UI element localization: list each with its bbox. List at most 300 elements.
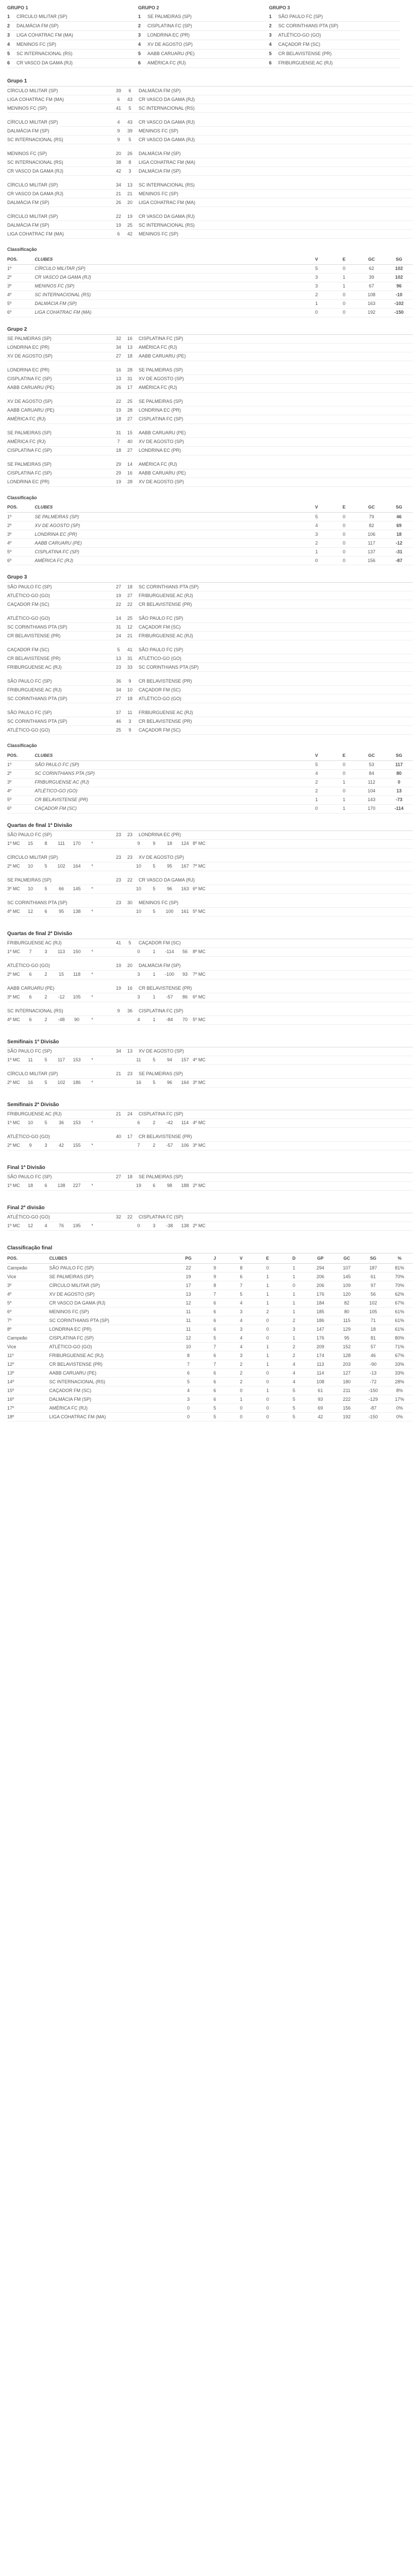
away-team: CR VASCO DA GAMA (RJ)	[139, 877, 195, 883]
match-row	[7, 149, 413, 158]
table-cell: DALMÁCIA FM (SP)	[49, 1395, 175, 1404]
away-score: 28	[127, 367, 132, 373]
table-cell: 57	[360, 1343, 386, 1351]
away-score: 25	[127, 399, 132, 404]
home-team: CÍRCULO MILITAR (SP)	[7, 88, 58, 93]
away-score: 27	[127, 448, 132, 453]
table-row	[7, 778, 413, 787]
away-team: SC INTERNACIONAL (RS)	[139, 182, 195, 188]
table-cell: -150	[360, 1386, 386, 1395]
match-row	[7, 398, 413, 406]
table-cell: 1	[330, 273, 358, 282]
match-row	[7, 623, 413, 632]
home-team: CR VASCO DA GAMA (RJ)	[7, 191, 63, 196]
knockout-section	[7, 1097, 413, 1156]
table-row	[7, 795, 413, 804]
away-score: 41	[127, 647, 132, 652]
stat-cell: -12	[58, 994, 65, 1000]
tie-row	[7, 1173, 413, 1182]
home-team: LIGA COHATRAC FM (MA)	[7, 96, 64, 102]
table-cell: 82	[333, 1299, 360, 1308]
home-score: 34	[115, 182, 121, 188]
seed-label: 1º MC	[7, 1120, 20, 1126]
table-cell: CR VASCO DA GAMA (RJ)	[49, 1299, 175, 1308]
stat-cell: 114	[181, 1120, 189, 1126]
match-row	[7, 127, 413, 135]
away-score: 9	[128, 727, 131, 733]
table-cell: 3	[303, 273, 330, 282]
table-cell: 71	[360, 1316, 386, 1325]
group-team-item	[138, 59, 269, 68]
table-cell: 1	[330, 804, 358, 813]
away-score: 12	[127, 624, 132, 630]
home-team: SÃO PAULO FC (SP)	[7, 709, 52, 715]
stat-cell: -57	[166, 994, 173, 1000]
team-number: 1	[7, 14, 10, 20]
away-score: 36	[127, 1008, 132, 1014]
table-row	[7, 1264, 413, 1273]
home-score: 7	[117, 439, 120, 445]
round-separator	[7, 1150, 413, 1156]
table-cell: 70%	[387, 1273, 413, 1281]
group-section	[7, 73, 413, 317]
table-cell: AABB CARUARU (PE)	[49, 1369, 175, 1378]
stat-cell: 3	[44, 1143, 47, 1148]
table-cell: 3	[303, 282, 330, 291]
section-title: Final 2ª divisão	[7, 1200, 413, 1213]
stat-cell: -48	[58, 1017, 65, 1023]
team-name: ATLÉTICO-GO (GO)	[278, 32, 321, 38]
stat-cell: 4	[44, 1223, 47, 1229]
table-cell: 0	[255, 1334, 281, 1343]
table-cell: 1º	[7, 264, 35, 273]
table-cell: 15º	[7, 1386, 49, 1395]
table-row	[7, 1378, 413, 1386]
table-cell: 0	[255, 1413, 281, 1421]
separator-mark: *	[91, 909, 93, 914]
table-cell: 84	[358, 769, 385, 778]
separator-mark: *	[91, 886, 93, 892]
tie-row	[7, 962, 413, 971]
table-cell: 80	[333, 1308, 360, 1316]
table-cell: 6º	[7, 556, 35, 565]
table-cell: 163	[358, 299, 385, 308]
column-header: GP	[307, 1253, 333, 1264]
table-cell: 108	[358, 291, 385, 299]
table-cell: 0	[255, 1395, 281, 1404]
tie-row	[7, 1047, 413, 1056]
table-cell: 2º	[7, 273, 35, 282]
table-cell: 1	[281, 1264, 307, 1273]
table-cell: 79	[358, 513, 385, 521]
round-separator	[7, 871, 413, 876]
away-score: 3	[128, 168, 131, 174]
table-row	[7, 1334, 413, 1343]
match-row	[7, 230, 413, 239]
table-cell: 6	[201, 1299, 228, 1308]
home-score: 21	[115, 1071, 121, 1077]
match-row	[7, 135, 413, 144]
column-header: V	[228, 1253, 254, 1264]
knockout-section	[7, 1160, 413, 1196]
away-score: 42	[127, 231, 132, 236]
stat-cell: 170	[73, 841, 81, 846]
table-cell: 107	[333, 1264, 360, 1273]
stat-cell: 4	[137, 1017, 140, 1023]
stat-cell: 6	[44, 909, 47, 914]
table-cell: 156	[358, 556, 385, 565]
stat-cell: 19	[136, 1183, 141, 1189]
match-row	[7, 221, 413, 230]
table-cell: 176	[307, 1334, 333, 1343]
home-score: 27	[115, 696, 121, 701]
match-row	[7, 461, 413, 469]
table-cell: 22	[175, 1264, 201, 1273]
away-team: LIGA COHATRAC FM (MA)	[139, 159, 195, 165]
stat-cell: 157	[181, 1057, 189, 1063]
round-separator	[7, 393, 413, 398]
stat-cell: -84	[166, 1017, 173, 1023]
stat-cell: 7	[29, 949, 32, 955]
stat-cell: 145	[73, 886, 81, 892]
home-score: 4	[117, 119, 120, 125]
away-score: 5	[128, 940, 131, 946]
stat-cell: 138	[57, 1183, 65, 1189]
table-row	[7, 1273, 413, 1281]
match-row	[7, 708, 413, 717]
seed-label: 7º MC	[193, 863, 206, 869]
stat-cell: 5	[153, 1057, 156, 1063]
match-row	[7, 438, 413, 447]
stat-cell: 3	[44, 949, 47, 955]
table-cell: 9	[201, 1264, 228, 1273]
table-cell: 9	[201, 1273, 228, 1281]
table-cell: 1	[303, 795, 330, 804]
away-score: 13	[127, 345, 132, 350]
table-cell: 0	[303, 556, 330, 565]
seed-label: 3º MC	[193, 1143, 206, 1148]
classification-title: Classificação	[7, 247, 37, 252]
table-cell: 5	[228, 1290, 254, 1299]
away-score: 10	[127, 687, 132, 692]
table-cell: CÍRCULO MILITAR (SP)	[49, 1281, 175, 1290]
group-team-item	[138, 31, 269, 40]
table-cell: 147	[307, 1325, 333, 1334]
stat-cell: 117	[57, 1057, 65, 1063]
stat-cell: -42	[166, 1120, 173, 1126]
table-cell: 16º	[7, 1395, 49, 1404]
table-cell: CISPLATINA FC (SP)	[49, 1334, 175, 1343]
table-row	[7, 1281, 413, 1290]
section-title: Quartas de final 1ª Divisão	[7, 818, 413, 831]
table-cell: 4	[281, 1360, 307, 1369]
away-score: 43	[127, 96, 132, 102]
group-team-item	[269, 22, 400, 31]
home-team: ATLÉTICO-GO (GO)	[7, 615, 50, 621]
table-cell: LIGA COHATRAC FM (MA)	[49, 1413, 175, 1421]
home-team: CISPLATINA FC (SP)	[7, 376, 52, 382]
team-number: 1	[269, 14, 272, 20]
away-score: 25	[127, 222, 132, 228]
team-number: 4	[138, 42, 141, 47]
stat-cell: 10	[27, 1120, 33, 1126]
group-team-item	[7, 22, 138, 31]
away-team: DALMÁCIA FM (SP)	[139, 168, 181, 174]
stat-cell: 5	[44, 886, 47, 892]
home-team: AABB CARUARU (PE)	[7, 385, 55, 391]
table-cell: Vice	[7, 1343, 49, 1351]
group-team-item	[138, 40, 269, 49]
table-cell: 62	[358, 264, 385, 273]
away-team: CISPLATINA FC (SP)	[139, 416, 183, 422]
tie-row	[7, 831, 413, 840]
away-team: MENINOS FC (SP)	[139, 128, 179, 133]
away-team: CISPLATINA FC (SP)	[139, 336, 183, 342]
table-row	[7, 1299, 413, 1308]
table-cell: 174	[307, 1351, 333, 1360]
tie-row	[7, 1133, 413, 1142]
home-score: 19	[115, 592, 121, 598]
table-cell: 156	[333, 1404, 360, 1413]
home-team: SÃO PAULO FC (SP)	[7, 1048, 52, 1054]
table-cell: 81	[360, 1334, 386, 1343]
team-name: CISPLATINA FC (SP)	[147, 23, 192, 29]
table-cell: SC CORINTHIANS PTA (SP)	[35, 769, 303, 778]
knockout-section	[7, 1034, 413, 1093]
table-cell: 1	[303, 548, 330, 556]
away-score: 9	[128, 678, 131, 684]
home-score: 9	[117, 137, 120, 142]
section-title: Semifinais 2ª Divisão	[7, 1097, 413, 1110]
stat-cell: 1	[153, 1017, 156, 1023]
table-cell: 102	[385, 264, 413, 273]
table-cell: 69	[307, 1404, 333, 1413]
table-cell: 2	[303, 291, 330, 299]
tie-stats-row	[7, 840, 413, 849]
away-score: 18	[127, 1174, 132, 1180]
home-team: MENINOS FC (SP)	[7, 105, 47, 111]
round-separator	[7, 1191, 413, 1196]
stat-cell: 3	[153, 1223, 156, 1229]
match-row	[7, 190, 413, 198]
home-score: 38	[115, 159, 121, 165]
classification-table	[7, 750, 413, 814]
column-header: E	[330, 254, 358, 264]
table-cell: -31	[385, 548, 413, 556]
home-team: CR VASCO DA GAMA (RJ)	[7, 168, 63, 174]
table-cell: 0	[175, 1404, 201, 1413]
stat-cell: 2	[44, 1017, 47, 1023]
table-cell: 6	[228, 1273, 254, 1281]
table-cell: 14º	[7, 1378, 49, 1386]
separator-mark: *	[91, 1183, 93, 1189]
home-team: CÍRCULO MILITAR (SP)	[7, 213, 58, 219]
table-header	[7, 1253, 413, 1264]
table-cell: 0	[330, 521, 358, 530]
table-row	[7, 769, 413, 778]
seed-label: 1º MC	[7, 949, 20, 955]
table-cell: 0	[330, 787, 358, 795]
stat-cell: 5	[44, 1057, 47, 1063]
table-cell: 42	[307, 1413, 333, 1421]
table-cell: MENINOS FC (SP)	[49, 1308, 175, 1316]
match-row	[7, 212, 413, 221]
table-cell: -87	[385, 556, 413, 565]
home-score: 23	[115, 855, 121, 860]
table-cell: 95	[333, 1334, 360, 1343]
table-cell: 1	[281, 1299, 307, 1308]
table-cell: 137	[358, 548, 385, 556]
stat-cell: 227	[73, 1183, 81, 1189]
away-team: XV DE AGOSTO (SP)	[139, 439, 184, 445]
separator-mark: *	[91, 972, 93, 977]
match-row	[7, 677, 413, 686]
table-cell: 5	[201, 1404, 228, 1413]
table-cell: 6	[201, 1351, 228, 1360]
table-cell: -129	[360, 1395, 386, 1404]
table-cell: 17º	[7, 1404, 49, 1413]
home-score: 18	[115, 448, 121, 453]
round-separator	[7, 640, 413, 646]
table-cell: 3	[228, 1351, 254, 1360]
table-cell: 0	[255, 1378, 281, 1386]
table-cell: 5	[281, 1386, 307, 1395]
table-cell: 3	[281, 1325, 307, 1334]
match-row	[7, 478, 413, 487]
home-team: ATLÉTICO-GO (GO)	[7, 1214, 50, 1220]
tie-stats-row	[7, 862, 413, 871]
table-cell: 19	[175, 1273, 201, 1281]
table-cell: 120	[333, 1290, 360, 1299]
round-separator	[7, 1065, 413, 1070]
home-team: SE PALMEIRAS (SP)	[7, 877, 52, 883]
table-cell: 109	[333, 1281, 360, 1290]
stat-cell: 10	[136, 909, 141, 914]
table-cell: 1	[255, 1360, 281, 1369]
away-score: 31	[127, 376, 132, 382]
table-cell: 11	[175, 1308, 201, 1316]
table-cell: 3º	[7, 282, 35, 291]
table-cell: 8	[201, 1281, 228, 1290]
table-cell: 11	[175, 1325, 201, 1334]
table-cell: CR BELAVISTENSE (PR)	[35, 795, 303, 804]
away-score: 39	[127, 128, 132, 133]
table-cell: 3º	[7, 530, 35, 539]
seed-label: 2º MC	[7, 972, 20, 977]
table-cell: 127	[333, 1369, 360, 1378]
home-team: CÍRCULO MILITAR (SP)	[7, 119, 58, 125]
team-number: 3	[269, 32, 272, 38]
table-cell: 1º	[7, 513, 35, 521]
home-score: 40	[115, 1134, 121, 1140]
seed-label: 1º MC	[7, 841, 20, 846]
match-row	[7, 654, 413, 663]
stat-cell: 11	[136, 1057, 141, 1063]
round-separator	[7, 361, 413, 366]
stat-cell: -100	[164, 972, 174, 977]
team-number: 2	[7, 23, 10, 29]
table-cell: 3	[228, 1325, 254, 1334]
away-score: 30	[127, 900, 132, 906]
team-name: CR BELAVISTENSE (PR)	[278, 51, 332, 57]
table-cell: 294	[307, 1264, 333, 1273]
match-row	[7, 447, 413, 455]
group-column	[7, 3, 138, 68]
team-number: 6	[269, 60, 272, 66]
stat-cell: 105	[73, 994, 81, 1000]
stat-cell: 3	[137, 972, 140, 977]
table-cell: 6	[201, 1378, 228, 1386]
table-cell: 1	[255, 1299, 281, 1308]
separator-mark: *	[91, 1017, 93, 1023]
table-cell: 0	[255, 1325, 281, 1334]
home-team: AMÉRICA FC (RJ)	[7, 439, 46, 445]
stat-cell: 138	[73, 909, 81, 914]
table-cell: 102	[360, 1299, 386, 1308]
group-team-item	[269, 49, 400, 59]
stat-cell: 2	[44, 994, 47, 1000]
round-separator	[7, 849, 413, 854]
separator-mark: *	[91, 949, 93, 955]
home-team: ATLÉTICO-GO (GO)	[7, 1134, 50, 1140]
stat-cell: 2	[153, 1143, 156, 1148]
table-cell: MENINOS FC (SP)	[35, 282, 303, 291]
stat-cell: 10	[27, 886, 33, 892]
table-cell: 8º	[7, 1325, 49, 1334]
table-cell: 187	[360, 1264, 386, 1273]
table-cell: 7	[228, 1281, 254, 1290]
table-cell: 0	[330, 264, 358, 273]
away-team: MENINOS FC (SP)	[139, 231, 179, 236]
table-cell: 5	[281, 1413, 307, 1421]
home-team: CR BELAVISTENSE (PR)	[7, 655, 61, 661]
table-cell: 1	[303, 299, 330, 308]
away-team: AMÉRICA FC (RJ)	[139, 345, 177, 350]
table-cell: 5º	[7, 548, 35, 556]
table-cell: AABB CARUARU (PE)	[35, 539, 303, 548]
table-row	[7, 548, 413, 556]
table-cell: 4º	[7, 1290, 49, 1299]
table-cell: 6º	[7, 1308, 49, 1316]
tie-row	[7, 1007, 413, 1016]
round-separator	[7, 1088, 413, 1093]
away-team: CR VASCO DA GAMA (RJ)	[139, 119, 195, 125]
column-header: V	[303, 750, 330, 760]
tie-stats-row	[7, 1056, 413, 1065]
home-team: AABB CARUARU (PE)	[7, 986, 55, 991]
table-cell: 3º	[7, 1281, 49, 1290]
home-team: DALMÁCIA FM (SP)	[7, 128, 49, 133]
column-header: D	[281, 1253, 307, 1264]
stat-cell: 161	[181, 909, 189, 914]
stat-cell: 7	[137, 1143, 140, 1148]
column-header: E	[255, 1253, 281, 1264]
stat-cell: 1	[153, 994, 156, 1000]
away-score: 22	[127, 1214, 132, 1220]
table-cell: 0	[330, 539, 358, 548]
away-team: SE PALMEIRAS (SP)	[139, 1071, 183, 1077]
tie-stats-row	[7, 885, 413, 894]
table-cell: 0	[330, 530, 358, 539]
home-score: 41	[115, 105, 121, 111]
home-team: ATLÉTICO-GO (GO)	[7, 592, 50, 598]
home-team: DALMÁCIA FM (SP)	[7, 222, 49, 228]
table-cell: 6	[201, 1369, 228, 1378]
home-team: XV DE AGOSTO (SP)	[7, 399, 53, 404]
match-row	[7, 406, 413, 415]
table-row	[7, 760, 413, 769]
separator-mark: *	[91, 863, 93, 869]
